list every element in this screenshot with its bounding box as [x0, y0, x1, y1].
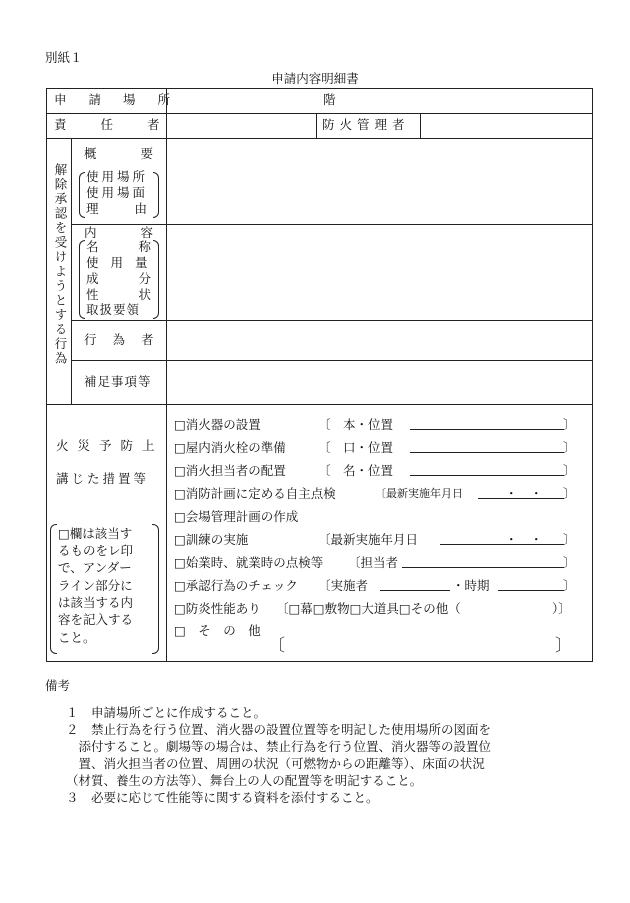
note-item: ２ 禁止行為を行う位置、消火器の設置位置等を明記した使用場所の図面を — [66, 722, 492, 737]
place-item: 理由 — [86, 201, 184, 216]
measure-item[interactable]: □消防計画に定める自主点検 — [174, 486, 336, 501]
fire-manager-label: 防火管理者 — [322, 117, 410, 132]
actor-label: 行為者 — [84, 332, 170, 347]
attachment-label: 別紙１ — [45, 50, 83, 65]
notes-title: 備考 — [45, 678, 71, 693]
page-title: 申請内容明細書 — [271, 71, 359, 86]
measures-label-line1: 火災予防上 — [56, 438, 164, 453]
content-item: 成分 — [86, 271, 192, 286]
note-item: １ 申請場所ごとに作成すること。 — [66, 705, 267, 720]
measures-label-line2: 講じた措置等 — [56, 471, 150, 486]
note-item: （材質、養生の方法等）、舞台上の人の配置等を明記すること。 — [66, 773, 423, 788]
overview-label: 概要 — [84, 146, 198, 161]
place-item: 使用場面 — [86, 185, 149, 200]
measure-item[interactable]: □屋内消火栓の準備 — [174, 440, 286, 455]
content-item: 使用量 — [86, 255, 160, 270]
place-item: 使用場所 — [86, 169, 149, 184]
measure-item[interactable]: □訓練の実施 — [174, 532, 249, 547]
measure-item[interactable]: □防炎性能あり — [174, 601, 261, 616]
note-item: 添付すること。劇場等の場合は、禁止行為を行う位置、消火器等の設置位 — [66, 739, 492, 754]
measure-item[interactable]: □承認行為のチェック — [174, 578, 298, 593]
location-floor-unit: 階 — [323, 92, 336, 107]
act-vertical-label: 解除承認を受けようとする行為 — [53, 163, 68, 366]
measure-item[interactable]: □始業時、就業時の点検等 — [174, 555, 324, 570]
note-item: ３ 必要に応じて性能等に関する資料を添付すること。 — [66, 790, 379, 805]
measure-item[interactable]: □消火器の設置 — [174, 417, 261, 432]
measure-item[interactable]: □会場管理計画の作成 — [174, 509, 299, 524]
note-item: 置、消火担当者の位置、周囲の状況（可燃物からの距離等）、床面の状況 — [66, 756, 485, 771]
content-item: 性状 — [86, 287, 192, 302]
supplement-label: 補足事項等 — [84, 374, 152, 389]
location-label: 申請場所 — [54, 92, 193, 107]
other-bracket-close: 〕 — [555, 636, 572, 656]
content-item: 取扱要領 — [86, 302, 141, 317]
responsible-label: 責任者 — [54, 117, 194, 132]
measure-item[interactable]: □ そ の 他 — [174, 623, 261, 638]
content-label: 内容 — [84, 225, 198, 240]
other-input[interactable] — [280, 639, 550, 650]
other-bracket-open: 〔 — [268, 636, 285, 656]
content-item: 名称 — [86, 239, 192, 254]
measure-item[interactable]: □消火担当者の配置 — [174, 463, 286, 478]
